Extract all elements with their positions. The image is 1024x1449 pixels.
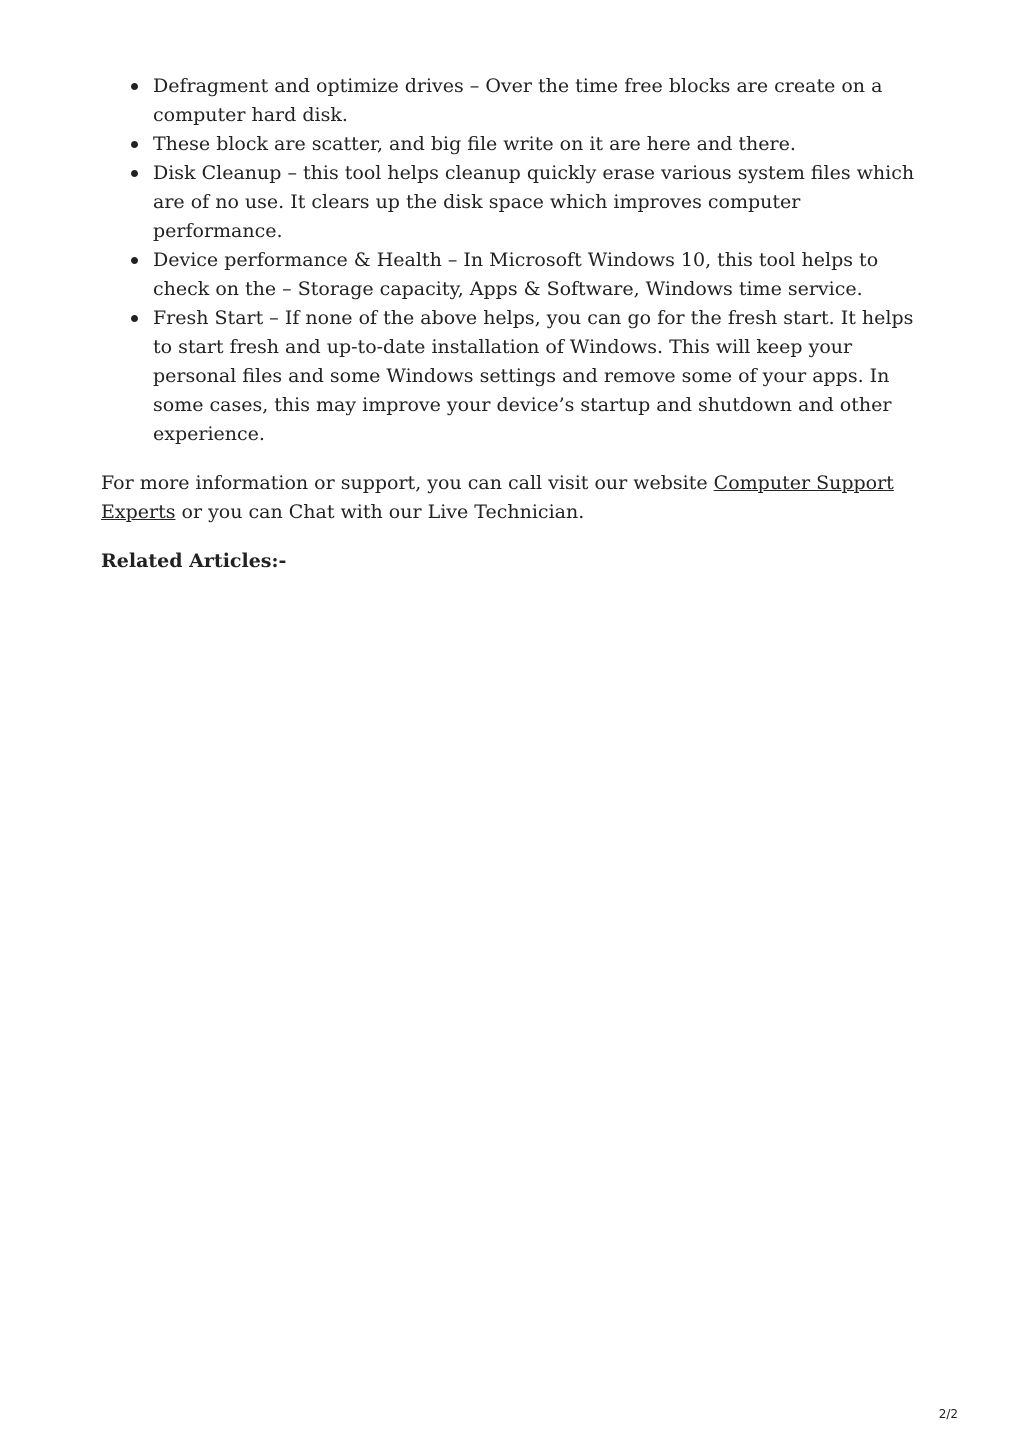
bullet-icon <box>131 170 138 177</box>
bullet-icon <box>131 83 138 90</box>
bullet-icon <box>131 315 138 322</box>
bullet-list <box>101 72 931 449</box>
list-item <box>101 72 931 130</box>
list-item <box>101 246 931 304</box>
list-item-text: Disk Cleanup – this tool helps cleanup quickly erase various system files which are of no use. It clears up the disk space which improves computer performance. <box>153 162 915 242</box>
list-item-text: Defragment and optimize drives – Over the time free blocks are create on a computer hard disk. <box>153 75 883 126</box>
list-item <box>101 159 931 246</box>
list-item-text: Fresh Start – If none of the above helps, you can go for the fresh start. It helps to start fresh and up-to-date installation of Windows. This will keep your personal files and some Windows settings and remove some of your apps. In some cases, this may improve your device’s startup and shutdown and other experience. <box>153 307 914 445</box>
related-articles-heading: Related Articles:- <box>101 550 287 572</box>
bullet-icon <box>131 141 138 148</box>
support-text-prefix: For more information or support, you can call visit our website <box>101 472 714 494</box>
support-text-suffix: or you can Chat with our Live Technician. <box>175 501 585 523</box>
document-body <box>101 72 931 576</box>
list-item-text: These block are scatter, and big file write on it are here and there. <box>153 133 796 155</box>
list-item-text: Device performance & Health – In Microsoft Windows 10, this tool helps to check on the – Storage capacity, Apps & Software, Windows time service. <box>153 249 879 300</box>
computer-support-experts-link[interactable]: Computer Support Experts <box>101 472 894 523</box>
bullet-icon <box>131 257 138 264</box>
page-number: 2/2 <box>938 1407 958 1421</box>
list-item <box>101 130 931 159</box>
list-item <box>101 304 931 449</box>
support-paragraph <box>101 469 931 527</box>
